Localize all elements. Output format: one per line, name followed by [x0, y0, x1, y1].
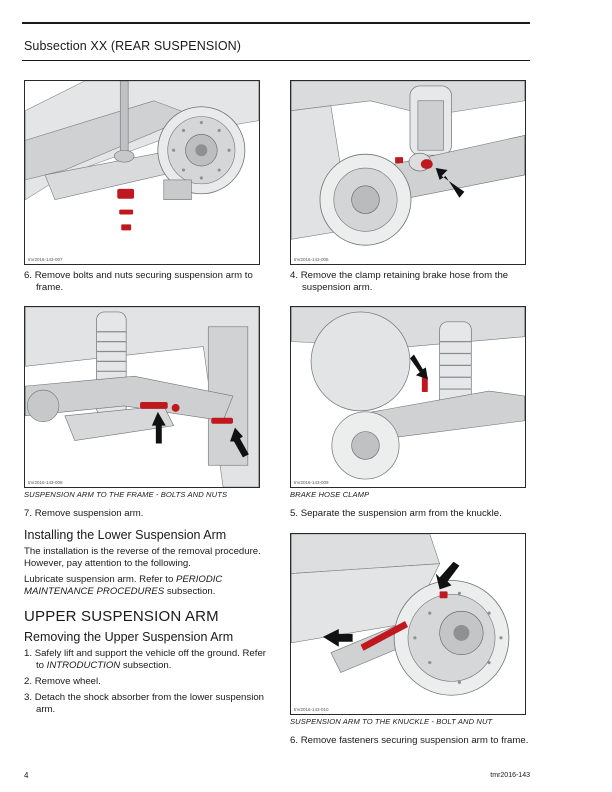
step-remove-suspension-arm	[24, 508, 266, 520]
figure-code: tmr2016-143-009	[294, 480, 329, 485]
page-number: 4	[24, 771, 29, 780]
step-text: Detach the shock absorber from the lower suspension arm.	[34, 692, 264, 715]
figure-lower-arm-hub	[24, 80, 260, 265]
figure-code: tmr2016-143-007	[28, 257, 63, 262]
document-code: tmr2016-143	[490, 772, 530, 779]
step-text-suffix: subsection.	[120, 660, 172, 671]
step-remove-bolts-lower	[24, 270, 266, 294]
heading-upper-suspension-arm: UPPER SUSPENSION ARM	[24, 608, 219, 625]
figure-code: tmr2016-143-008	[28, 480, 63, 485]
figure-code: tmr2016-143-006	[294, 257, 329, 262]
step-separate-arm-knuckle	[290, 508, 532, 520]
install-paragraph: The installation is the reverse of the removal procedure. However, pay attention to the following.	[24, 546, 261, 569]
caption-arm-to-knuckle: SUSPENSION ARM TO THE KNUCKLE - BOLT AND NUT	[290, 717, 493, 726]
reference-introduction: INTRODUCTION	[46, 660, 121, 671]
step-number: 5.	[290, 508, 299, 519]
lubricate-paragraph	[24, 574, 266, 598]
caption-arm-to-frame: SUSPENSION ARM TO THE FRAME - BOLTS AND NUTS	[24, 490, 228, 499]
step-number: 6.	[290, 735, 299, 746]
lubricate-text: Lubricate suspension arm. Refer to	[24, 574, 176, 585]
step-remove-clamp	[290, 270, 532, 294]
step-remove-wheel	[24, 676, 266, 688]
figure-brake-hose-clamp	[290, 306, 526, 488]
heading-removing-upper-arm: Removing the Upper Suspension Arm	[24, 630, 234, 644]
step-number: 1.	[24, 648, 33, 659]
lubricate-suffix: subsection.	[164, 586, 216, 597]
caption-brake-hose-clamp: BRAKE HOSE CLAMP	[290, 490, 370, 499]
illustration-brake-hose-clamp	[291, 307, 525, 487]
step-number: 4.	[290, 270, 299, 281]
header-bottom-rule	[22, 60, 530, 61]
step-number: 2.	[24, 676, 33, 687]
subsection-title: Subsection XX (REAR SUSPENSION)	[24, 39, 242, 53]
illustration-arm-to-knuckle	[291, 534, 525, 714]
figure-arm-to-knuckle	[290, 533, 526, 715]
reference-periodic-maintenance: PERIODIC MAINTENANCE PROCEDURES	[24, 574, 223, 597]
figure-brake-hose-clamp-overview	[290, 80, 526, 265]
step-detach-shock	[24, 692, 266, 716]
step-number: 3.	[24, 692, 33, 703]
illustration-brake-hose-clamp-overview	[291, 81, 525, 264]
header-top-rule	[22, 22, 530, 24]
step-text: Separate the suspension arm from the knuckle.	[300, 508, 502, 519]
step-number: 6.	[24, 270, 33, 281]
step-text: Remove wheel.	[34, 676, 101, 687]
step-text: Remove bolts and nuts securing suspension arm to frame.	[34, 270, 253, 293]
step-text: Safely lift and support the vehicle off the ground. Refer to	[34, 648, 266, 671]
illustration-lower-arm-hub	[25, 81, 259, 264]
heading-installing-lower-arm: Installing the Lower Suspension Arm	[24, 528, 227, 542]
step-number: 7.	[24, 508, 33, 519]
step-text: Remove fasteners securing suspension arm to frame.	[300, 735, 529, 746]
figure-code: tmr2016-143-010	[294, 707, 329, 712]
step-text: Remove the clamp retaining brake hose from the suspension arm.	[300, 270, 509, 293]
figure-arm-to-frame	[24, 306, 260, 488]
step-text: Remove suspension arm.	[34, 508, 144, 519]
illustration-arm-to-frame	[25, 307, 259, 487]
step-remove-fasteners	[290, 735, 532, 747]
step-lift-vehicle	[24, 648, 266, 672]
